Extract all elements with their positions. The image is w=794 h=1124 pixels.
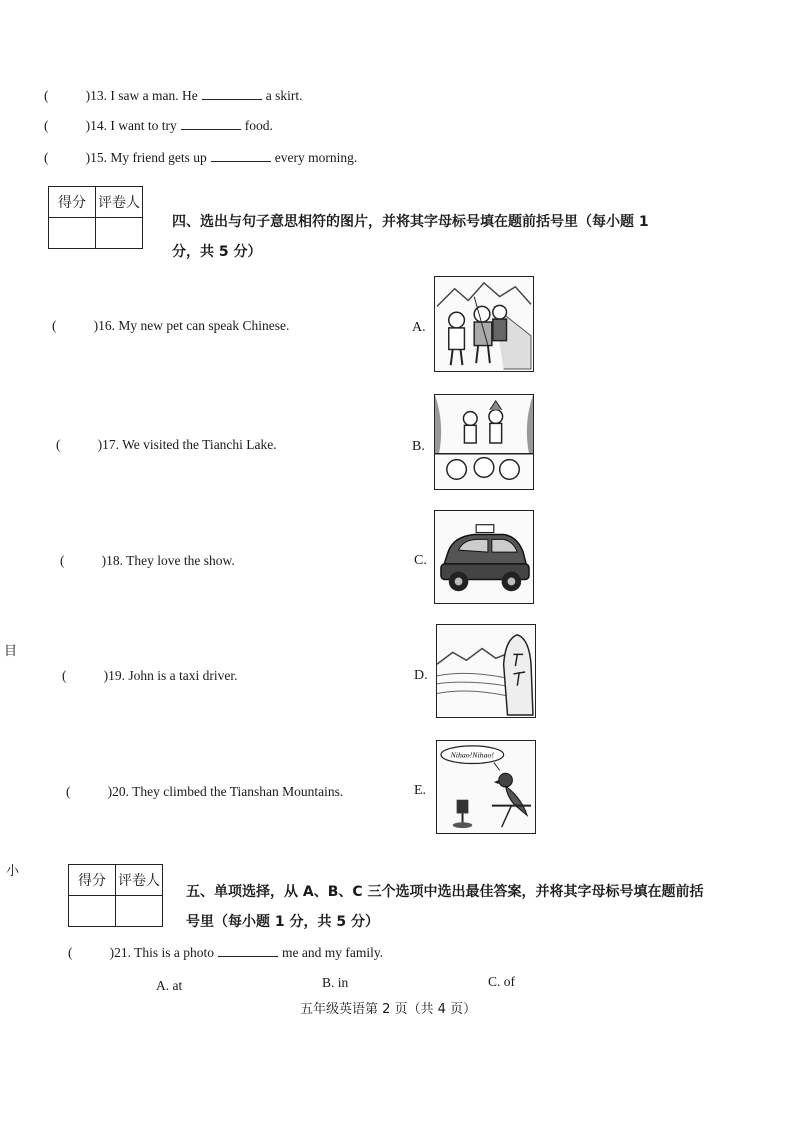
section-4-title-line2: 分，共 5 分） xyxy=(172,244,262,260)
section-4-title-line1: 四、选出与句子意思相符的图片，并将其字母标号填在题前括号里（每小题 1 xyxy=(172,214,649,230)
answer-bracket[interactable]: ( ) xyxy=(56,437,103,452)
answer-bracket[interactable]: ( ) xyxy=(60,553,107,568)
answer-bracket[interactable]: ( ) xyxy=(66,784,113,799)
answer-blank[interactable] xyxy=(211,161,271,162)
answer-bracket[interactable]: ( ) xyxy=(68,945,115,960)
question-18: ( )18. They love the show. xyxy=(60,553,235,568)
answer-bracket[interactable]: ( ) xyxy=(52,318,99,333)
option-a[interactable]: A. at xyxy=(156,978,183,993)
answer-bracket[interactable]: ( ) xyxy=(44,150,91,165)
question-21: ( )21. This is a photo me and my family. xyxy=(68,945,384,960)
margin-mark: 目 xyxy=(4,644,18,659)
margin-mark: 小 xyxy=(6,864,20,879)
question-20: ( )20. They climbed the Tianshan Mountains. xyxy=(66,784,344,799)
stage-show-icon xyxy=(434,394,534,490)
answer-bracket[interactable]: ( ) xyxy=(44,88,91,103)
parrot-icon xyxy=(436,740,536,834)
grader-header-cell: 评卷人 xyxy=(96,187,143,218)
option-c[interactable]: C. of xyxy=(488,974,515,989)
question-15: ( )15. My friend gets up every morning. xyxy=(44,150,358,165)
score-table-section-4 xyxy=(48,186,143,249)
grader-header-cell: 评卷人 xyxy=(116,865,163,896)
climbers-icon xyxy=(434,276,534,372)
page-footer: 五年级英语第 2 页（共 4 页） xyxy=(300,1002,477,1017)
score-cell[interactable] xyxy=(69,896,116,927)
score-cell[interactable] xyxy=(49,218,96,249)
answer-blank[interactable] xyxy=(181,129,241,130)
answer-bracket[interactable]: ( ) xyxy=(44,118,91,133)
parrot-speech: Nihao!Nihao! xyxy=(450,750,495,760)
question-19: ( )19. John is a taxi driver. xyxy=(62,668,238,683)
section-5-title-line2: 号里（每小题 1 分，共 5 分） xyxy=(186,914,379,930)
grader-cell[interactable] xyxy=(96,218,143,249)
picture-letter-a: A. xyxy=(412,320,426,335)
picture-letter-d: D. xyxy=(414,668,428,683)
grader-cell[interactable] xyxy=(116,896,163,927)
section-5-title-line1: 五、单项选择，从 A、B、C 三个选项中选出最佳答案，并将其字母标号填在题前括 xyxy=(186,884,704,900)
score-header-cell: 得分 xyxy=(69,865,116,896)
picture-letter-b: B. xyxy=(412,439,425,454)
score-table-section-5 xyxy=(68,864,163,927)
option-b[interactable]: B. in xyxy=(322,975,349,990)
answer-blank[interactable] xyxy=(202,99,262,100)
question-16: ( )16. My new pet can speak Chinese. xyxy=(52,318,290,333)
lake-rock-icon xyxy=(436,624,536,718)
picture-letter-c: C. xyxy=(414,553,427,568)
score-header-cell: 得分 xyxy=(49,187,96,218)
taxi-icon xyxy=(434,510,534,604)
question-14: ( )14. I want to try food. xyxy=(44,118,273,133)
picture-letter-e: E. xyxy=(414,783,427,798)
question-17: ( )17. We visited the Tianchi Lake. xyxy=(56,437,277,452)
answer-blank[interactable] xyxy=(218,956,278,957)
question-13: ( )13. I saw a man. He a skirt. xyxy=(44,88,303,103)
answer-bracket[interactable]: ( ) xyxy=(62,668,109,683)
